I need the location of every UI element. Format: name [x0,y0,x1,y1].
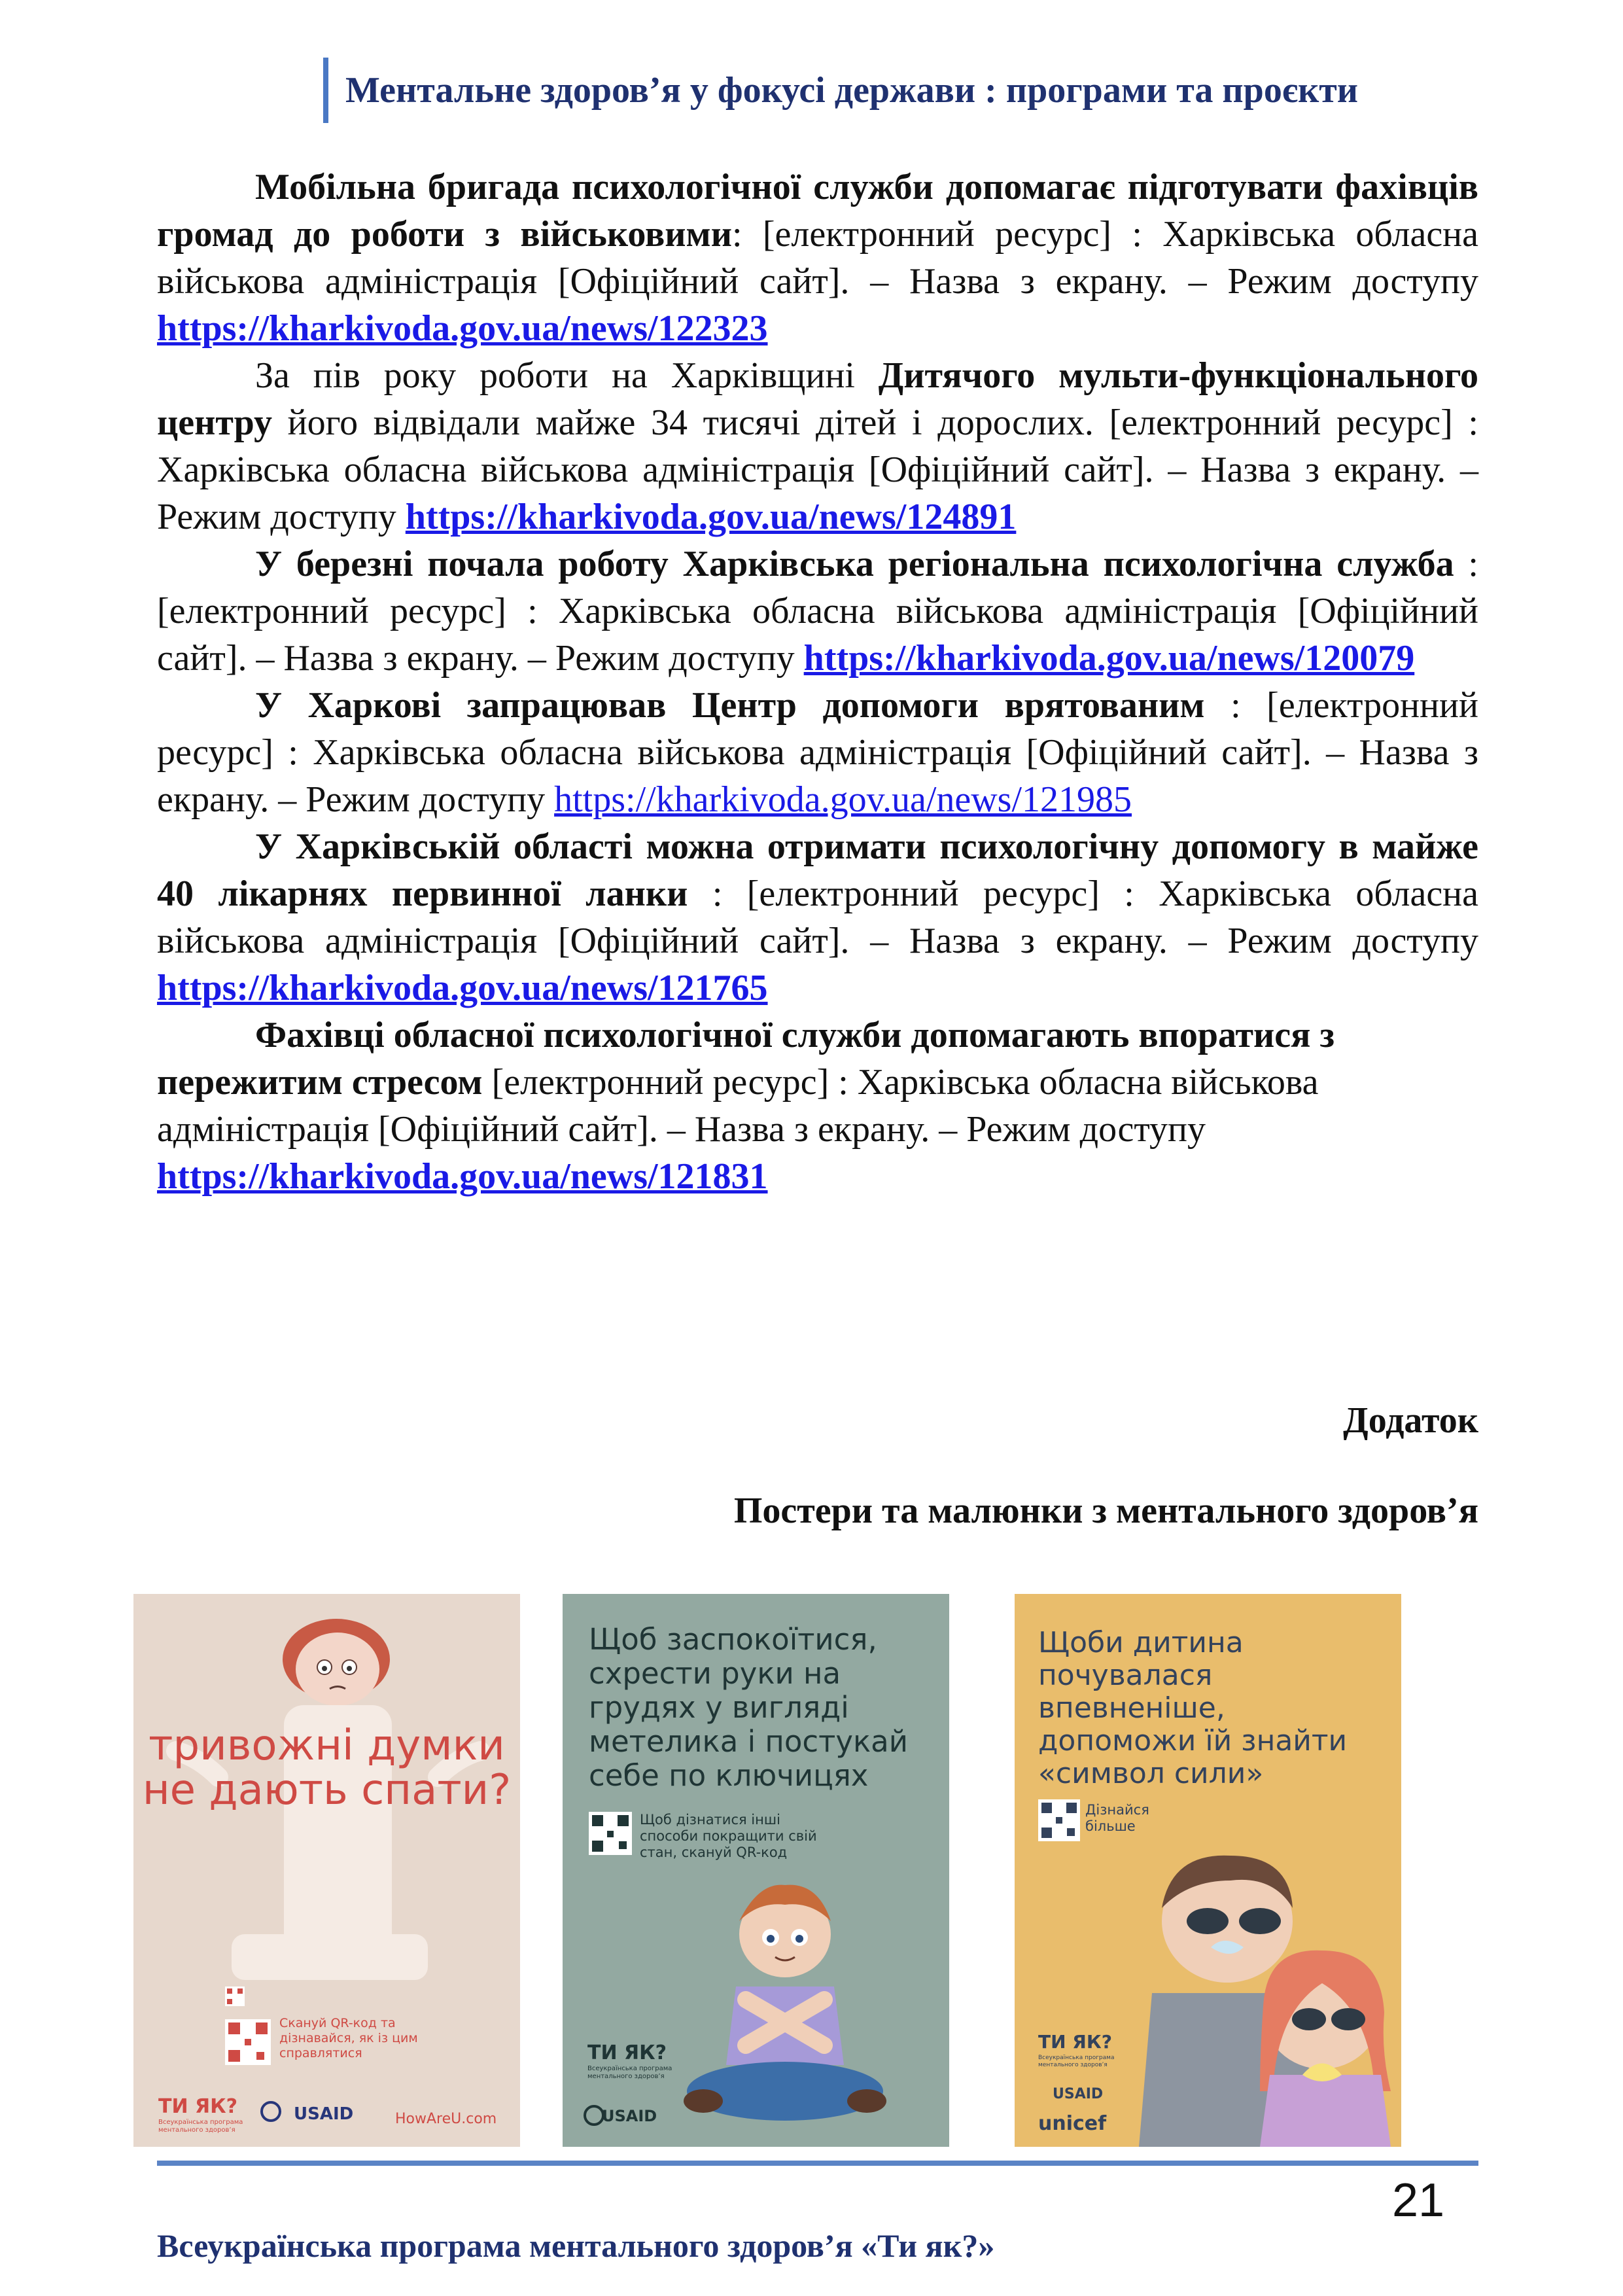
poster-butterfly-hug [563,1594,949,2147]
poster-caption: Дізнайся більше [1085,1802,1149,1834]
usaid-logo: USAID [602,2107,657,2125]
poster-anxious-thoughts [133,1594,520,2147]
page-number: 21 [1392,2174,1445,2227]
poster-headline: Щоб заспокоїтися, схрести руки на грудях у вигляді метелика і постукай себе по ключицях [589,1622,908,1793]
entry-desc: : [електронний ресурс] : Харківська обласна військова адміністрація [Офіційний сайт]. – Назва з екрану. – Режим доступу [157,544,1478,679]
running-header [323,58,1358,123]
unicef-logo: unicef [1038,2112,1107,2135]
bib-entry-3 [157,540,1478,682]
program-logo-subtitle: Всеукраїнська програма ментального здоров’я [158,2119,243,2134]
entry-desc: його відвідали майже 34 тисячі дітей і дорослих. [електронний ресурс] : Харківська обласна військова адміністрація [Офіційний сайт]. – Назва з екрану. – Режим доступу [157,402,1478,537]
footer-program-name: Всеукраїнська програма ментального здоров’я «Ти як?» [157,2227,995,2264]
entry-title: Фахівці обласної психологічної служби допомагають впоратися з пережитим стресом [157,1015,1335,1103]
posters-heading: Постери та малюнки з ментального здоров’я [733,1491,1478,1531]
entry-desc: : [електронний ресурс] : Харківська обласна військова адміністрація [Офіційний сайт]. – Назва з екрану. – Режим доступу [157,214,1478,302]
program-logo-subtitle: Всеукраїнська програма ментального здоров’я [1038,2055,1115,2068]
poster-caption: Скануй QR-код та дізнавайся, як із цим справлятися [279,2016,418,2060]
entry-link[interactable]: https://kharkivoda.gov.ua/news/121985 [554,779,1132,820]
entry-title: У Харківській області можна отримати психологічну допомогу в майже 40 лікарнях первинної ланки [157,826,1478,914]
entry-desc: : [електронний ресурс] : Харківська обласна військова адміністрація [Офіційний сайт]. – Назва з екрану. – Режим доступу [157,874,1478,961]
program-logo-subtitle: Всеукраїнська програма ментального здоров’я [587,2065,672,2080]
entry-link[interactable]: https://kharkivoda.gov.ua/news/120079 [803,638,1415,679]
poster-website: HowAreU.com [395,2111,497,2127]
entry-desc: [електронний ресурс] : Харківська обласна військова адміністрація [Офіційний сайт]. – Назва з екрану. – Режим доступу [157,1062,1319,1150]
header-title: Ментальне здоров’я у фокусі держави : програми та проєкти [345,70,1359,111]
bib-entry-2 [157,352,1478,540]
program-logo: ТИ ЯК? [158,2095,238,2118]
bib-entry-1 [157,164,1478,352]
usaid-logo: USAID [294,2104,354,2124]
entry-link[interactable]: https://kharkivoda.gov.ua/news/121831 [157,1156,768,1197]
entry-pre: За пів року роботи на Харківщині [255,355,879,396]
poster-illustration [133,1594,520,2147]
usaid-logo: USAID [1053,2086,1104,2102]
entry-title: Дитячого мульти-функціонального центру [157,355,1478,443]
bib-entry-6 [157,1012,1478,1200]
poster-headline: Щоби дитина почувалася впевненіше, допоможи їй знайти «символ сили» [1038,1626,1348,1790]
poster-symbol-of-strength [1015,1594,1401,2147]
entry-title: Мобільна бригада психологічної служби допомагає підготувати фахівців громад до роботи з військовими [157,167,1478,255]
entry-link[interactable]: https://kharkivoda.gov.ua/news/122323 [157,308,768,349]
entry-title: У березні почала роботу Харківська регіональна психологічна служба [255,544,1454,584]
poster-caption: Щоб дізнатися інші способи покращити свій стан, скануй QR-код [640,1812,817,1860]
program-logo: ТИ ЯК? [1038,2031,1112,2053]
bib-entry-5 [157,823,1478,1012]
footer-divider [157,2161,1478,2166]
poster-headline: тривожні думки не дають спати? [142,1722,512,1814]
program-logo: ТИ ЯК? [587,2041,667,2064]
entry-title: У Харкові запрацював Центр допомоги врятованим [255,685,1205,726]
addendum-label: Додаток [1343,1400,1478,1441]
bibliography-list [157,164,1478,1200]
bib-entry-4 [157,682,1478,823]
entry-link[interactable]: https://kharkivoda.gov.ua/news/124891 [405,497,1017,537]
entry-link[interactable]: https://kharkivoda.gov.ua/news/121765 [157,968,768,1008]
entry-desc: : [електронний ресурс] : Харківська обласна військова адміністрація [Офіційний сайт]. – Назва з екрану. – Режим доступу [157,685,1478,820]
